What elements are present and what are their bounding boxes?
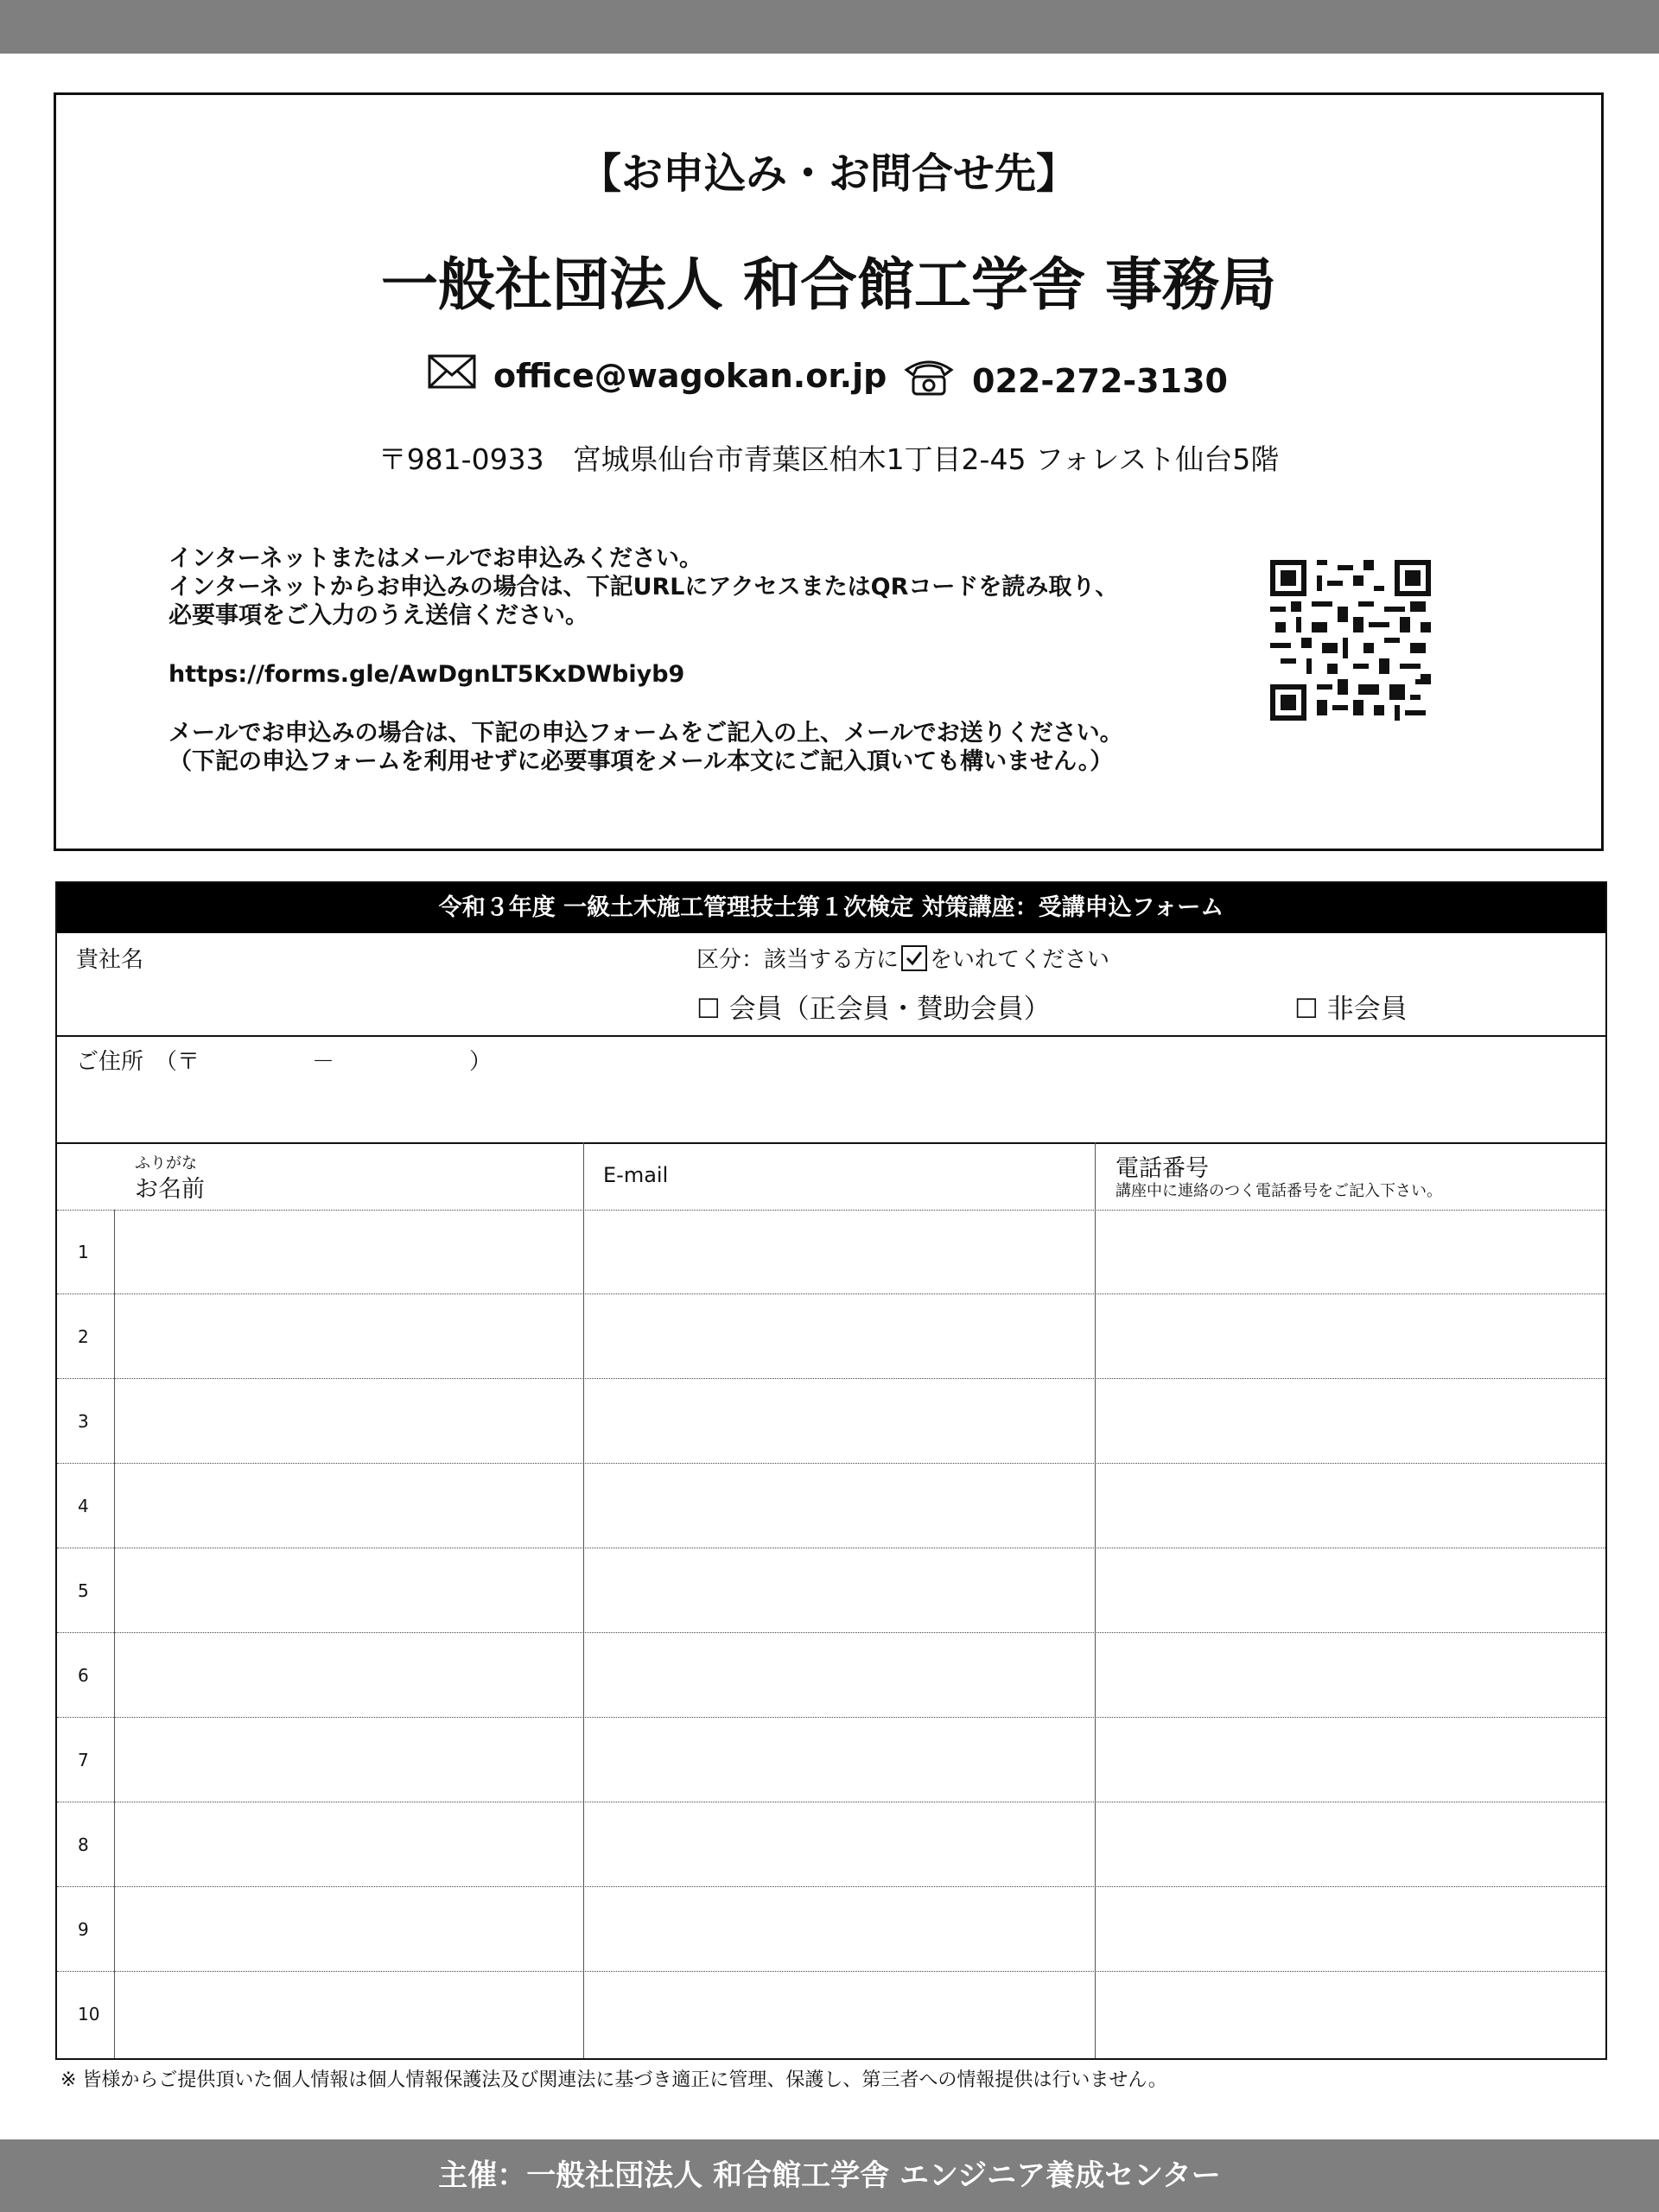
row-number: 4 bbox=[78, 1496, 89, 1516]
company-label: 貴社名 bbox=[76, 947, 144, 973]
member-checkbox[interactable]: ☐ 会員（正会員・賛助会員） bbox=[696, 994, 1051, 1025]
table-row[interactable] bbox=[57, 1972, 1605, 2056]
form-title: 令和３年度 一級土木施工管理技士第１次検定 対策講座：受講申込フォーム bbox=[57, 883, 1605, 933]
email-column-header: E-mail bbox=[603, 1163, 669, 1187]
instructions bbox=[168, 544, 1123, 776]
tel-column-header: 電話番号 bbox=[1116, 1155, 1209, 1182]
nonmember-checkbox[interactable]: ☐ 非会員 bbox=[1294, 994, 1408, 1025]
row-number: 1 bbox=[78, 1242, 89, 1262]
instruction-line: （下記の申込フォームを利用せずに必要事項をメール本文にご記入頂いても構いません。） bbox=[168, 748, 1114, 775]
row-number: 9 bbox=[78, 1919, 89, 1940]
table-row[interactable] bbox=[57, 1548, 1605, 1633]
tel-number[interactable]: 022-272-3130 bbox=[972, 361, 1228, 400]
privacy-note: ※ 皆様からご提供頂いた個人情報は個人情報保護法及び関連法に基づき適正に管理、保護し、第三者への情報提供は行いません。 bbox=[60, 2069, 1167, 2091]
row-number: 7 bbox=[78, 1750, 89, 1770]
table-row[interactable] bbox=[57, 1802, 1605, 1887]
email-line bbox=[428, 354, 887, 397]
tel-column-note: 講座中に連絡のつく電話番号をご記入下さい。 bbox=[1116, 1182, 1442, 1200]
company-row bbox=[57, 933, 1605, 1037]
instruction-line: インターネットまたはメールでお申込みください。 bbox=[168, 545, 703, 572]
row-number: 5 bbox=[78, 1580, 89, 1601]
table-row[interactable] bbox=[57, 1379, 1605, 1464]
email-address[interactable]: office@wagokan.or.jp bbox=[493, 356, 887, 395]
applicant-rows bbox=[57, 1210, 1605, 2056]
envelope-icon bbox=[428, 354, 476, 397]
contact-heading: 【お申込み・お問合せ先】 bbox=[579, 149, 1077, 198]
table-row[interactable] bbox=[57, 1210, 1605, 1294]
table-row[interactable] bbox=[57, 1633, 1605, 1718]
category-label bbox=[696, 942, 1109, 974]
furigana-label: ふりがな bbox=[135, 1154, 197, 1173]
category-label-post: をいれてください bbox=[930, 947, 1110, 973]
row-number: 10 bbox=[78, 2004, 100, 2024]
row-number: 3 bbox=[78, 1411, 89, 1432]
instruction-line: インターネットからお申込みの場合は、下記URLにアクセスまたはQRコードを読み取り、 bbox=[168, 574, 1119, 601]
top-band bbox=[0, 0, 1659, 54]
form-url[interactable]: https://forms.gle/AwDgnLT5KxDWbiyb9 bbox=[168, 661, 685, 688]
name-column-header: お名前 bbox=[135, 1176, 205, 1203]
table-header bbox=[57, 1142, 1605, 1211]
table-row[interactable] bbox=[57, 1294, 1605, 1379]
tel-line bbox=[903, 356, 1228, 405]
address: 〒981-0933 宮城県仙台市青葉区柏木1丁目2-45 フォレスト仙台5階 bbox=[378, 442, 1280, 476]
address-row[interactable] bbox=[57, 1035, 1605, 1144]
footer-organizer: 主催：一般社団法人 和合館工学舎 エンジニア養成センター bbox=[0, 2139, 1659, 2212]
table-row[interactable] bbox=[57, 1887, 1605, 1972]
category-label-pre: 区分：該当する方に bbox=[696, 947, 899, 973]
row-number: 6 bbox=[78, 1665, 89, 1686]
org-name: 一般社団法人 和合館工学舎 事務局 bbox=[381, 251, 1276, 318]
checkmark-icon bbox=[901, 945, 927, 971]
instruction-line: 必要事項をご入力のうえ送信ください。 bbox=[168, 602, 588, 629]
row-number: 2 bbox=[78, 1326, 89, 1347]
contact-box bbox=[54, 92, 1604, 851]
address-label: ご住所 （〒 － ） bbox=[76, 1049, 493, 1075]
row-number: 8 bbox=[78, 1834, 89, 1855]
table-row[interactable] bbox=[57, 1718, 1605, 1802]
telephone-icon bbox=[903, 356, 955, 405]
table-row[interactable] bbox=[57, 1464, 1605, 1548]
instruction-line: メールでお申込みの場合は、下記の申込フォームをご記入の上、メールでお送りください。 bbox=[168, 720, 1123, 747]
qr-code[interactable] bbox=[1270, 560, 1431, 721]
application-form bbox=[55, 881, 1607, 2060]
